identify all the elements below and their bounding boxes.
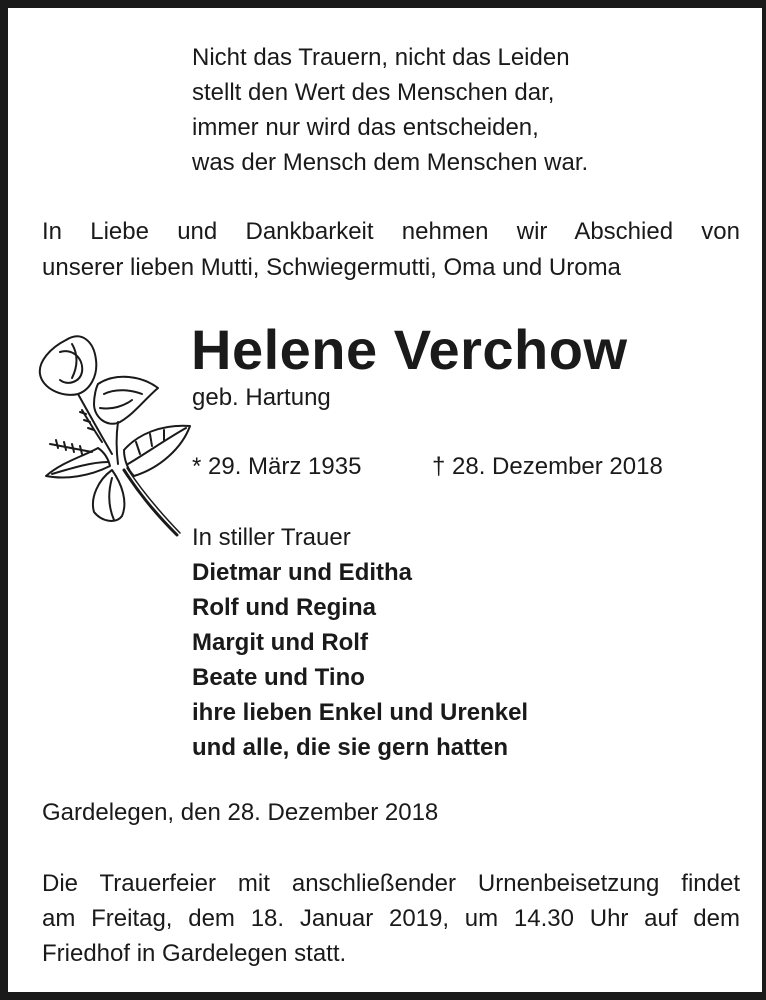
- service-line: am Freitag, dem 18. Januar 2019, um 14.30 Uhr auf dem: [42, 905, 740, 932]
- death-date: † 28. Dezember 2018: [432, 453, 663, 480]
- intro-text: [42, 214, 740, 286]
- calla-lily-icon: [32, 330, 192, 542]
- mourners-heading: In stiller Trauer: [192, 524, 351, 551]
- place-date: Gardelegen, den 28. Dezember 2018: [42, 799, 439, 826]
- mourner-line: Beate und Tino: [192, 664, 365, 691]
- poem: [192, 40, 588, 180]
- service-line: Die Trauerfeier mit anschließender Urnenbeisetzung findet: [42, 870, 740, 897]
- mourners: [192, 520, 528, 765]
- mourner-line: Margit und Rolf: [192, 629, 368, 656]
- birth-date: * 29. März 1935: [192, 453, 362, 480]
- mourner-line: und alle, die sie gern hatten: [192, 734, 509, 761]
- poem-line: was der Mensch dem Menschen war.: [192, 149, 589, 176]
- service-line: Friedhof in Gardelegen statt.: [42, 940, 347, 967]
- intro-line: In Liebe und Dankbarkeit nehmen wir Abschied von: [42, 218, 740, 245]
- poem-line: stellt den Wert des Menschen dar,: [192, 79, 555, 106]
- deceased-name: Helene Verchow: [191, 318, 628, 381]
- mourner-line: Rolf und Regina: [192, 594, 376, 621]
- poem-line: Nicht das Trauern, nicht das Leiden: [192, 44, 570, 71]
- funeral-service-info: [42, 866, 740, 971]
- poem-line: immer nur wird das entscheiden,: [192, 114, 539, 141]
- birth-name: geb. Hartung: [192, 384, 331, 411]
- mourner-line: ihre lieben Enkel und Urenkel: [192, 699, 529, 726]
- mourner-line: Dietmar und Editha: [192, 559, 413, 586]
- life-dates: [192, 450, 663, 484]
- intro-line: unserer lieben Mutti, Schwiegermutti, Oma und Uroma: [42, 254, 621, 281]
